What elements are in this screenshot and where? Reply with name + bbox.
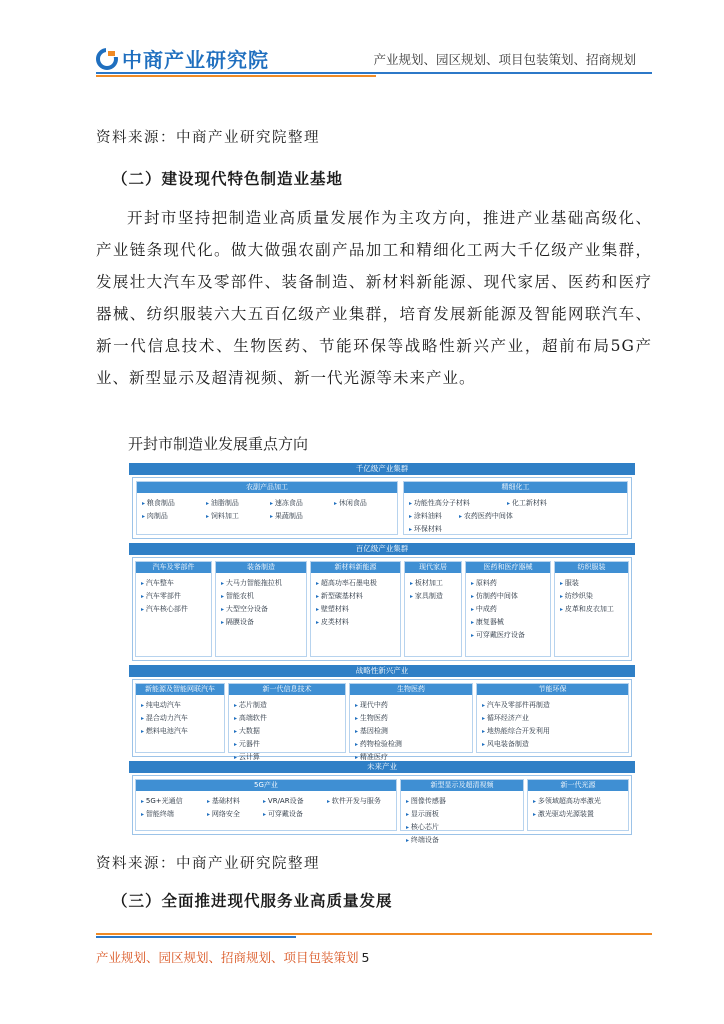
- list-item: ▸ VR/AR设备: [263, 795, 327, 808]
- list-item: ▸ 智能农机: [221, 590, 303, 603]
- box-title: 现代家居: [405, 562, 461, 573]
- header-tagline: 产业规划、园区规划、项目包装策划、招商规划: [373, 52, 636, 67]
- list-item: ▸ 皮类材料: [316, 616, 397, 629]
- box-items: [355, 699, 469, 764]
- box-items: [221, 577, 303, 629]
- list-item: ▸ 环保材料: [409, 523, 477, 536]
- figure-caption: 开封市制造业发展重点方向: [128, 435, 309, 453]
- header-rule-blue: [96, 72, 652, 74]
- manufacturing-directions-figure: [129, 463, 635, 844]
- body-paragraph: 开封市坚持把制造业高质量发展作为主攻方向，推进产业基础高级化、产业链条现代化。做大做强农副产品加工和精细化工两大千亿级产业集群，发展壮大汽车及零部件、装备制造、新材料新能源、现代家居、医药和医疗器械、纺织服装六大五百亿级产业集群，培育发展新能源及智能网联汽车、新一代信息技术、生物医药、节能环保等战略性新兴产业，超前布局5G产业、新型显示及超清视频、新一代光源等未来产业。: [96, 209, 652, 387]
- list-item: ▸ 壁塑材料: [316, 603, 397, 616]
- box-title: 生物医药: [350, 684, 472, 695]
- list-item: ▸ 芯片制造: [234, 699, 290, 712]
- list-item: ▸ 原料药: [471, 577, 547, 590]
- box-items: [406, 795, 520, 847]
- list-item: ▸ 生物医药: [355, 712, 417, 725]
- box-title: 新型显示及超清视频: [401, 780, 523, 791]
- box-title: 农副产品加工: [137, 482, 397, 493]
- list-item: ▸ 可穿戴医疗设备: [471, 629, 547, 642]
- box-items: [560, 577, 625, 616]
- list-item: ▸ 汽车及零部件再制造: [482, 699, 562, 712]
- box-title: 新能源及智能网联汽车: [136, 684, 224, 695]
- box-nev: [135, 683, 225, 753]
- box-items: [141, 795, 393, 821]
- list-item: ▸ 汽车零部件: [141, 590, 208, 603]
- section-heading-three: （三）全面推进现代服务业高质量发展: [112, 892, 393, 910]
- box-title: 纺织服装: [555, 562, 628, 573]
- box-title: 装备制造: [216, 562, 306, 573]
- list-item: ▸ 大马力智能拖拉机: [221, 577, 303, 590]
- footer-rule-orange: [96, 933, 652, 935]
- box-title: 新一代光源: [528, 780, 628, 791]
- band-emerging: 战略性新兴产业: [129, 665, 635, 677]
- list-item: ▸ 元器件: [234, 738, 288, 751]
- list-item: ▸ 饲料加工: [206, 510, 270, 523]
- box-title: 精细化工: [404, 482, 627, 493]
- list-item: ▸ 汽车核心部件: [141, 603, 208, 616]
- box-items: [409, 497, 624, 536]
- box-5g: [135, 779, 397, 831]
- list-item: ▸ 家具制造: [410, 590, 458, 603]
- section-heading-two: （二）建设现代特色制造业基地: [112, 170, 344, 188]
- box-items: [141, 699, 221, 738]
- list-item: ▸ 中成药: [471, 603, 547, 616]
- band-hundred-billion: 百亿级产业集群: [129, 543, 635, 555]
- list-item: ▸ 现代中药: [355, 699, 409, 712]
- source-note-bottom: 资料来源：中商产业研究院整理: [96, 856, 320, 872]
- box-title: 节能环保: [477, 684, 628, 695]
- list-item: ▸ 燃料电池汽车: [141, 725, 221, 738]
- list-item: ▸ 高端软件: [234, 712, 288, 725]
- list-item: ▸ 地热能综合开发利用: [482, 725, 562, 738]
- source-note-top: 资料来源：中商产业研究院整理: [96, 130, 320, 146]
- box-biomedicine: [349, 683, 473, 761]
- box-items: [410, 577, 458, 603]
- box-items: [234, 699, 342, 764]
- list-item: ▸ 软件开发与服务: [327, 795, 393, 808]
- box-items: [316, 577, 397, 629]
- box-home-furnishing: [404, 561, 462, 657]
- box-items: [533, 795, 625, 821]
- page-header: [0, 0, 724, 80]
- list-item: ▸ 果蔬制品: [270, 510, 334, 523]
- box-items: [141, 577, 208, 616]
- list-item: ▸ 休闲食品: [334, 497, 394, 510]
- box-display: [400, 779, 524, 844]
- list-item: ▸ 图像传感器: [406, 795, 468, 808]
- list-item: ▸ 板材加工: [410, 577, 458, 590]
- list-item: ▸ 基础材料: [207, 795, 263, 808]
- list-item: ▸ 混合动力汽车: [141, 712, 221, 725]
- box-title: 新一代信息技术: [229, 684, 345, 695]
- list-item: ▸ 纯电动汽车: [141, 699, 221, 712]
- section-emerging: [132, 679, 632, 761]
- list-item: ▸ 皮革和皮衣加工: [560, 603, 625, 616]
- list-item: ▸ 多领域超高功率激光: [533, 795, 625, 808]
- list-item: ▸ 仿制药中间体: [471, 590, 547, 603]
- list-item: ▸ 服装: [560, 577, 625, 590]
- list-item: ▸ 纺纱织染: [560, 590, 625, 603]
- list-item: ▸ 超高功率石墨电极: [316, 577, 397, 590]
- logo-mark-icon: [96, 48, 118, 70]
- section-thousand-billion: [132, 477, 632, 539]
- list-item: ▸ 网络安全: [207, 808, 263, 821]
- list-item: ▸ 激光驱动光源装置: [533, 808, 625, 821]
- list-item: ▸ 肉制品: [142, 510, 206, 523]
- list-item: ▸ 显示面板: [406, 808, 460, 821]
- box-items: [471, 577, 547, 642]
- band-thousand-billion: 千亿级产业集群: [129, 463, 635, 475]
- list-item: ▸ 终端设备: [406, 834, 460, 847]
- box-title: 医药和医疗器械: [466, 562, 550, 573]
- list-item: ▸ 药物检验检测: [355, 738, 417, 751]
- footer-rule-blue: [96, 936, 296, 938]
- section-future: [132, 775, 632, 844]
- box-agri-processing: [136, 481, 398, 535]
- box-energy-saving: [476, 683, 629, 753]
- list-item: ▸ 智能终端: [141, 808, 207, 821]
- box-items: [142, 497, 394, 523]
- list-item: ▸ 新型碳基材料: [316, 590, 397, 603]
- box-textile: [554, 561, 629, 657]
- footer-text: 产业规划、园区规划、招商规划、项目包装策划: [96, 950, 359, 965]
- list-item: ▸ 化工新材料: [507, 497, 575, 510]
- list-item: ▸ 大型空分设备: [221, 603, 303, 616]
- list-item: ▸ 粮食制品: [142, 497, 206, 510]
- box-title: 5G产业: [136, 780, 396, 791]
- section-hundred-billion: [132, 557, 632, 661]
- box-title: 汽车及零部件: [136, 562, 211, 573]
- list-item: ▸ 油脂制品: [206, 497, 270, 510]
- box-fine-chemicals: [403, 481, 628, 535]
- page-number: 5: [361, 950, 370, 965]
- list-item: ▸ 可穿戴设备: [263, 808, 327, 821]
- box-medicine: [465, 561, 551, 657]
- box-light-source: [527, 779, 629, 831]
- list-item: ▸ 大数据: [234, 725, 290, 738]
- list-item: ▸ 速冻食品: [270, 497, 334, 510]
- box-items: [482, 699, 625, 751]
- box-equipment: [215, 561, 307, 657]
- box-title: 新材料新能源: [311, 562, 400, 573]
- page-footer: [96, 948, 369, 966]
- box-it: [228, 683, 346, 761]
- box-auto-parts: [135, 561, 212, 657]
- list-item: ▸ 5G+光通信: [141, 795, 207, 808]
- list-item: ▸ 风电装备制造: [482, 738, 546, 751]
- box-new-materials: [310, 561, 401, 657]
- logo-text: 中商产业研究院: [122, 48, 269, 72]
- list-item: ▸ 循环经济产业: [482, 712, 546, 725]
- list-item: ▸ 核心芯片: [406, 821, 468, 834]
- list-item: ▸ 基因检测: [355, 725, 409, 738]
- list-item: ▸ 隔膜设备: [221, 616, 303, 629]
- header-rule-orange: [96, 75, 376, 77]
- company-logo: [96, 44, 269, 73]
- band-future: 未来产业: [129, 761, 635, 773]
- list-item: ▸ 农药医药中间体: [459, 510, 557, 523]
- list-item: ▸ 精准医疗: [355, 751, 409, 764]
- list-item: ▸ 汽车整车: [141, 577, 208, 590]
- list-item: ▸ 涂料油料: [409, 510, 459, 523]
- list-item: ▸ 云计算: [234, 751, 290, 764]
- list-item: ▸ 康复器械: [471, 616, 547, 629]
- list-item: ▸ 功能性高分子材料: [409, 497, 507, 510]
